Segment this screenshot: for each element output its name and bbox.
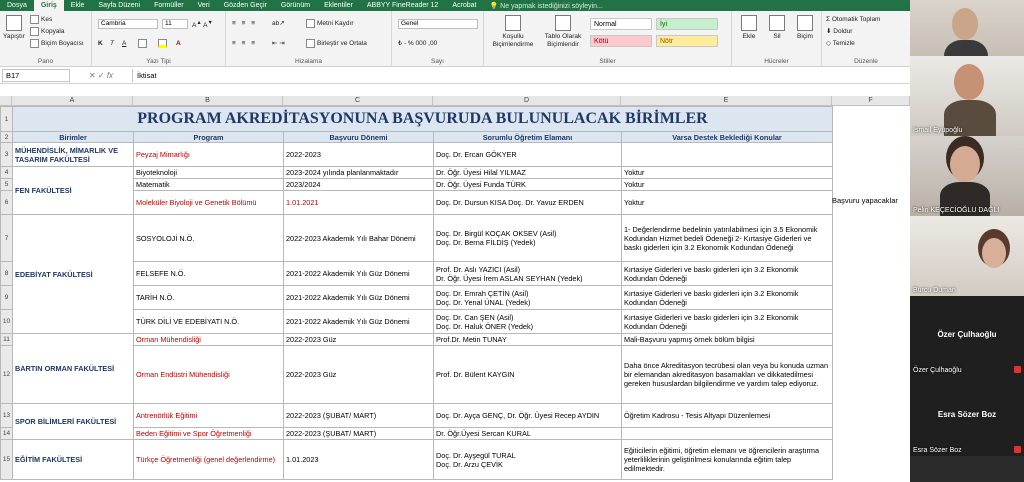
- cell-staff[interactable]: [434, 215, 622, 262]
- cell-support[interactable]: [622, 143, 833, 167]
- cell-period[interactable]: 2021-2022 Akademik Yılı Güz Dönemi: [284, 310, 434, 334]
- cell-unit[interactable]: MÜHENDİSLİK, MİMARLIK VE TASARIM FAKÜLTESİ: [13, 143, 134, 167]
- staff-primary: Doç. Dr. Ayşegül TURAL: [436, 450, 516, 460]
- tab-review[interactable]: Gözden Geçir: [223, 2, 267, 9]
- orientation-button[interactable]: ab↗: [272, 20, 285, 27]
- table-row: [1, 334, 833, 346]
- delete-icon: [769, 15, 785, 31]
- sheet-title[interactable]: PROGRAM AKREDİTASYONUNA BAŞVURUDA BULUNULACAK BİRİMLER: [13, 107, 833, 132]
- tab-page-layout[interactable]: Sayfa Düzeni: [98, 2, 141, 9]
- fill-icon: [158, 39, 167, 48]
- row-header[interactable]: 9: [1, 286, 13, 310]
- scissors-icon: [30, 15, 39, 24]
- row-header[interactable]: 10: [1, 310, 13, 334]
- staff-backup: Doç. Dr. Yenal ÜNAL (Yedek): [436, 297, 531, 307]
- copy-icon: [30, 27, 39, 36]
- format-icon: [797, 15, 813, 31]
- cell-unit[interactable]: SPOR BİLİMLERİ FAKÜLTESİ: [13, 404, 134, 440]
- table-row: [1, 215, 833, 262]
- cell-support[interactable]: Eğiticilerin eğitimi, öğretim elemanı ve öğrencilerin araştırma yeterliliklerinin geliştirilmesi konularında eğitim talep edilmektedir.: [622, 440, 833, 480]
- row-header[interactable]: 11: [1, 334, 13, 346]
- participant-name: Özer Çulhaoğlu: [913, 367, 962, 374]
- cell-program[interactable]: Orman Mühendisliği: [134, 334, 284, 346]
- row-header[interactable]: 2: [1, 132, 13, 143]
- cell-program[interactable]: Türkçe Öğretmenliği (genel değerlendirme): [134, 440, 284, 480]
- cell-period[interactable]: 2022-2023 Güz: [284, 334, 434, 346]
- cell-program[interactable]: TÜRK DİLİ VE EDEBİYATI N.Ö.: [134, 310, 284, 334]
- conditional-label: Koşullu Biçimlendirme: [492, 33, 534, 48]
- font-grow-button[interactable]: A▲ A▼: [192, 20, 213, 30]
- format-painter-label: Biçim Boyacısı: [41, 40, 84, 48]
- participant-tile[interactable]: [910, 376, 1024, 456]
- underline-button[interactable]: A: [122, 40, 127, 47]
- participant-tile[interactable]: [910, 136, 1024, 216]
- cell-unit[interactable]: FEN FAKÜLTESİ: [13, 167, 134, 215]
- cell-program[interactable]: Moleküler Biyoloji ve Genetik Bölümü: [134, 191, 284, 215]
- cell-program[interactable]: SOSYOLOJİ N.Ö.: [134, 215, 284, 262]
- clear-label: Temizle: [832, 40, 855, 47]
- row-header[interactable]: 12: [1, 346, 13, 404]
- row-header[interactable]: 3: [1, 143, 13, 167]
- cell-support[interactable]: Kırtasiye Giderleri ve baskı giderleri için 3.2 Ekonomik Kodundan Ödeneği: [622, 310, 833, 334]
- cells-group-label: Hücreler: [764, 58, 789, 65]
- wrap-icon: [306, 19, 315, 28]
- name-box[interactable]: B17: [2, 69, 70, 82]
- cell-unit[interactable]: BARTIN ORMAN FAKÜLTESİ: [13, 334, 134, 404]
- styles-group-label: Stiller: [599, 58, 616, 65]
- cut-label: Kes: [41, 16, 53, 24]
- staff-backup: Dr. Öğr. Üyesi İrem ASLAN SEYHAN (Yedek): [436, 273, 583, 283]
- cell-staff[interactable]: [434, 286, 622, 310]
- cell-staff[interactable]: Doç. Dr. Dursun KISA Doç. Dr. Yavuz ERDEN: [434, 191, 622, 215]
- alignment-group-label: Hizalama: [294, 58, 323, 65]
- paste-button[interactable]: [2, 15, 26, 41]
- paste-icon: [6, 15, 22, 31]
- ribbon-tabs: [0, 0, 910, 11]
- tab-abbyy[interactable]: ABBYY FineReader 12: [366, 2, 439, 9]
- tell-me-text: Ne yapmak istediğinizi söyleyin...: [500, 2, 603, 10]
- tab-addins[interactable]: Eklentiler: [324, 2, 353, 9]
- clipboard-group: [0, 11, 92, 67]
- header-staff[interactable]: Sorumlu Öğretim Elamanı: [434, 132, 622, 143]
- font-name-select[interactable]: Cambria: [98, 19, 158, 29]
- merge-center-button[interactable]: [306, 39, 367, 48]
- participant-name: İsmail Eyüpoğlu: [913, 127, 963, 134]
- cell-period[interactable]: 2022-2023 (ŞUBAT/ MART): [284, 428, 434, 440]
- cell-staff[interactable]: Dr. Öğr.Üyesi Sercan KURAL: [434, 428, 622, 440]
- cell-support[interactable]: Mali-Başvuru yapmış örnek bölüm bilgisi: [622, 334, 833, 346]
- cell-support[interactable]: Yoktur: [622, 167, 833, 179]
- font-size-select[interactable]: 11: [162, 19, 188, 29]
- cell-support[interactable]: Kırtasiye Giderleri ve baskı giderleri için 3.2 Ekonomik Kodundan Ödeneği: [622, 286, 833, 310]
- row-header[interactable]: 8: [1, 262, 13, 286]
- table-row: [1, 107, 833, 132]
- fill-color-button[interactable]: [158, 39, 169, 48]
- participant-tile[interactable]: [910, 56, 1024, 136]
- cell-staff[interactable]: [434, 310, 622, 334]
- header-period[interactable]: Başvuru Dönemi: [284, 132, 434, 143]
- fx-icon[interactable]: ✕ ✓ fx: [88, 70, 114, 80]
- cell-support[interactable]: [622, 428, 833, 440]
- format-as-table-button[interactable]: [540, 15, 586, 49]
- number-group: [392, 11, 484, 67]
- row-header[interactable]: 13: [1, 404, 13, 428]
- merge-icon: [306, 39, 315, 48]
- format-label: Biçim: [797, 33, 813, 40]
- cell-support[interactable]: Yoktur: [622, 179, 833, 191]
- merge-label: Birleştir ve Ortala: [317, 40, 367, 48]
- avatar: [982, 238, 1006, 268]
- style-bad[interactable]: Kötü: [590, 35, 652, 47]
- cell-unit[interactable]: EĞİTİM FAKÜLTESİ: [13, 440, 134, 480]
- cell-period[interactable]: 1.01.2021: [284, 191, 434, 215]
- header-support[interactable]: Varsa Destek Beklediği Konular: [622, 132, 833, 143]
- cell-program[interactable]: TARİH N.Ö.: [134, 286, 284, 310]
- staff-primary: Doç. Dr. Can ŞEN (Asil): [436, 312, 514, 322]
- border-icon: [138, 39, 147, 48]
- cell-staff[interactable]: Doç. Dr. Ayça GENÇ, Dr. Öğr. Üyesi Recep AYDIN: [434, 404, 622, 428]
- clear-button[interactable]: ◇ Temizle: [826, 40, 855, 47]
- muted-mic-icon: [1014, 366, 1021, 373]
- cell-period[interactable]: 2022-2023: [284, 143, 434, 167]
- cell-staff[interactable]: [434, 440, 622, 480]
- cell-period[interactable]: 2022-2023 Güz: [284, 346, 434, 404]
- header-program[interactable]: Program: [134, 132, 284, 143]
- cell-support[interactable]: Yoktur: [622, 191, 833, 215]
- formula-input[interactable]: İktisat: [132, 69, 910, 82]
- font-group-label: Yazı Tipi: [146, 58, 171, 65]
- fx-label: fx: [106, 70, 114, 80]
- cell-staff[interactable]: Doç. Dr. Ercan GÖKYER: [434, 143, 622, 167]
- cell-staff[interactable]: Prof. Dr. Bülent KAYGIN: [434, 346, 622, 404]
- column-header-e[interactable]: E: [621, 96, 832, 106]
- cut-button[interactable]: [30, 15, 52, 24]
- column-header-c[interactable]: C: [283, 96, 433, 106]
- brush-icon: [30, 39, 39, 48]
- style-good[interactable]: İyi: [656, 18, 718, 30]
- insert-cells-button[interactable]: [736, 15, 762, 41]
- copy-button[interactable]: [30, 27, 65, 36]
- italic-button[interactable]: T: [110, 40, 114, 47]
- tab-acrobat[interactable]: Acrobat: [452, 2, 477, 9]
- staff-primary: Doç. Dr. Emrah ÇETİN (Asil): [436, 288, 529, 298]
- table-icon: [555, 15, 571, 31]
- column-header-f[interactable]: F: [832, 96, 910, 106]
- cell-period[interactable]: 2022-2023 Akademik Yılı Bahar Dönemi: [284, 215, 434, 262]
- formula-bar: [0, 67, 910, 84]
- tab-insert[interactable]: Ekle: [70, 2, 85, 9]
- column-header-d[interactable]: D: [433, 96, 621, 106]
- avatar: [952, 8, 978, 40]
- participant-tile[interactable]: [910, 216, 1024, 296]
- cell-support[interactable]: Daha önce Akreditasyon tecrübesi olan veya bu konuda uzman bir elemandan akreditasyon basamakları ve dikkatedilmesi gereken hususlardan bilgilendirme ve yardım talep ediyoruz.: [622, 346, 833, 404]
- participant-center-name: Özer Çulhaoğlu: [937, 330, 997, 339]
- styles-group: [484, 11, 732, 67]
- cell-period[interactable]: 1.01.2023: [284, 440, 434, 480]
- participant-panel: [910, 0, 1024, 482]
- wrap-text-button[interactable]: [306, 19, 354, 28]
- cell-program[interactable]: FELSEFE N.Ö.: [134, 262, 284, 286]
- cells-group: [732, 11, 822, 67]
- row-header[interactable]: 4: [1, 167, 13, 179]
- staff-backup: Doç. Dr. Berna FİLDİŞ (Yedek): [436, 238, 536, 247]
- format-painter-button[interactable]: [30, 39, 84, 48]
- delete-label: Sil: [773, 33, 781, 40]
- avatar: [950, 146, 980, 182]
- participant-tile[interactable]: [910, 296, 1024, 376]
- participant-name: Esra Sözer Boz: [913, 447, 962, 454]
- cell-support[interactable]: 1- Değerlendirme bedelinin yatırılabilmesi için 3.5 Ekonomik Kodundan Hizmet bedeli Ödeneği 2- Kırtasiye Giderleri ve baskı giderleri için 3.2 Ekonomik Kodundan Ödeneği: [622, 215, 833, 262]
- editing-group: [822, 11, 910, 67]
- style-normal[interactable]: Normal: [590, 18, 652, 30]
- fill-label: Doldur: [833, 28, 853, 35]
- paste-label: Yapıştır: [3, 33, 25, 40]
- cell-program[interactable]: Matematik: [134, 179, 284, 191]
- cell-program[interactable]: Biyoteknoloji: [134, 167, 284, 179]
- indent-buttons[interactable]: ⇤ ⇥: [272, 40, 285, 47]
- cell-staff[interactable]: Dr. Öğr. Üyesi Funda TÜRK: [434, 179, 622, 191]
- bold-button[interactable]: K: [98, 40, 103, 47]
- cell-program[interactable]: Antrenörlük Eğitimi: [134, 404, 284, 428]
- table-label: Tablo Olarak Biçimlendir: [544, 33, 582, 48]
- staff-backup: Doç. Dr. Arzu ÇEVİK: [436, 459, 503, 469]
- column-header-b[interactable]: B: [133, 96, 283, 106]
- table-row: [1, 167, 833, 179]
- style-neutral[interactable]: Nötr: [656, 35, 718, 47]
- participant-name: Burcu Duman: [913, 287, 956, 294]
- tab-data[interactable]: Veri: [197, 2, 210, 9]
- table-row: [1, 440, 833, 480]
- participant-center-name: Esra Sözer Boz: [937, 410, 997, 419]
- tell-me-search[interactable]: 💡 Ne yapmak istediğinizi söyleyin...: [489, 2, 603, 10]
- wrap-text-label: Metni Kaydır: [317, 20, 354, 28]
- participant-name: Pelin KEÇECİOĞLU DAĞLI: [913, 207, 1000, 214]
- horizontal-align-buttons[interactable]: ≡ ≡ ≡: [232, 40, 257, 47]
- number-group-label: Sayı: [430, 58, 444, 65]
- ribbon: [0, 11, 910, 67]
- cell-unit[interactable]: EDEBİYAT FAKÜLTESİ: [13, 215, 134, 334]
- cell-period[interactable]: 2023/2024: [284, 179, 434, 191]
- row-header[interactable]: 7: [1, 215, 13, 262]
- muted-mic-icon: [1014, 446, 1021, 453]
- cell-period[interactable]: 2021-2022 Akademik Yılı Güz Dönemi: [284, 262, 434, 286]
- tab-file[interactable]: Dosya: [7, 2, 27, 9]
- row-header[interactable]: 15: [1, 440, 13, 480]
- cell-period[interactable]: 2021-2022 Akademik Yılı Güz Dönemi: [284, 286, 434, 310]
- clipboard-group-label: Pano: [37, 58, 54, 65]
- autosum-label: Otomatik Toplam: [831, 16, 881, 23]
- cell-staff[interactable]: Dr. Öğr. Üyesi Hilal YILMAZ: [434, 167, 622, 179]
- insert-label: Ekle: [742, 33, 756, 40]
- alignment-group: [226, 11, 392, 67]
- select-all-corner[interactable]: [0, 96, 12, 106]
- row-header[interactable]: 1: [1, 107, 13, 132]
- cell-staff[interactable]: [434, 262, 622, 286]
- cell-program[interactable]: Beden Eğitimi ve Spor Öğretmenliği: [134, 428, 284, 440]
- conditional-icon: [505, 15, 521, 31]
- copy-label: Kopyala: [41, 28, 65, 36]
- column-header-a[interactable]: A: [12, 96, 133, 106]
- column-header-row: [0, 96, 910, 106]
- number-format-buttons[interactable]: ₺ - % 000 ,00: [398, 40, 438, 47]
- tab-formulas[interactable]: Formüller: [154, 2, 184, 9]
- avatar: [954, 64, 984, 100]
- conditional-formatting-button[interactable]: [488, 15, 538, 49]
- font-group: [92, 11, 226, 67]
- header-units[interactable]: Birimler: [13, 132, 134, 143]
- staff-primary: Doç. Dr. Birgül KOÇAK OKSEV (Asil): [436, 229, 557, 238]
- tab-view[interactable]: Görünüm: [280, 2, 311, 9]
- cell-support[interactable]: Öğretim Kadrosu - Tesis Altyapı Düzenlemesi: [622, 404, 833, 428]
- table-row: [1, 132, 833, 143]
- cell-program[interactable]: Orman Endüstri Mühendisliği: [134, 346, 284, 404]
- cell-period[interactable]: 2022-2023 (ŞUBAT/ MART): [284, 404, 434, 428]
- number-format-select[interactable]: Genel: [398, 19, 478, 29]
- row-header[interactable]: 6: [1, 191, 13, 215]
- cell-period[interactable]: 2023-2024 yılında planlanmaktadır: [284, 167, 434, 179]
- tab-home[interactable]: Giriş: [34, 0, 64, 11]
- editing-group-label: Düzenle: [854, 58, 878, 65]
- vertical-align-buttons[interactable]: ≡ ≡ ≡: [232, 20, 257, 27]
- cell-staff[interactable]: Prof.Dr. Metin TUNAY: [434, 334, 622, 346]
- staff-backup: Doç. Dr. Haluk ÖNER (Yedek): [436, 321, 534, 331]
- row-header[interactable]: 5: [1, 179, 13, 191]
- delete-cells-button[interactable]: [764, 15, 790, 41]
- staff-primary: Prof. Dr. Aslı YAZICI (Asil): [436, 264, 521, 274]
- font-color-button[interactable]: A: [176, 40, 181, 47]
- format-cells-button[interactable]: [792, 15, 818, 41]
- table-row: [1, 404, 833, 428]
- table-row: [1, 143, 833, 167]
- spreadsheet-grid: [0, 106, 833, 480]
- insert-icon: [741, 15, 757, 31]
- fill-button[interactable]: ⬇ Doldur: [826, 28, 853, 35]
- row-header[interactable]: 14: [1, 428, 13, 440]
- side-note[interactable]: Başvuru yapacaklar: [832, 196, 898, 205]
- borders-button[interactable]: [138, 39, 149, 48]
- cell-program[interactable]: Peyzaj Mimarlığı: [134, 143, 284, 167]
- cell-support[interactable]: Kırtasiye Giderleri ve baskı giderleri için 3.2 Ekonomik Kodundan Ödeneği: [622, 262, 833, 286]
- autosum-button[interactable]: Σ Otomatik Toplam: [826, 16, 881, 23]
